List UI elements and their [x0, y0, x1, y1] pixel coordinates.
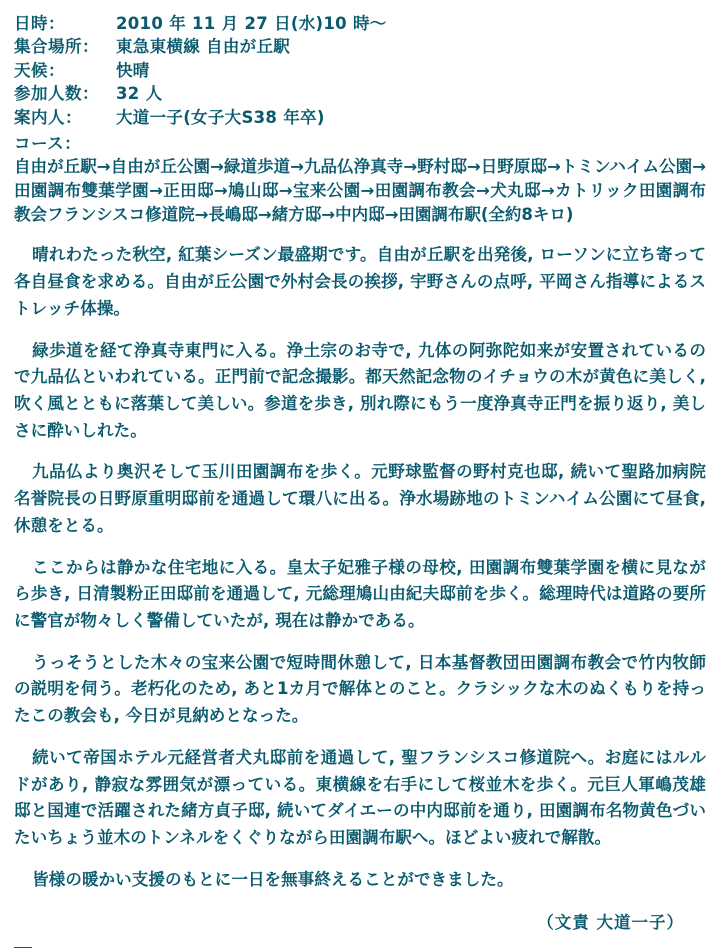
- body-paragraph-4: ここからは静かな住宅地に入る。皇太子妃雅子様の母校, 田園調布雙葉学園を横に見ながら歩き, 日清製粉正田邸前を通過して, 元総理鳩山由紀夫邸前を歩く。総理時代は道路の要所に警官が物々しく警備していたが, 現在は静かである。: [14, 557, 706, 630]
- meta-value-weather: 快晴: [116, 60, 150, 80]
- meta-label-meeting-place: 集合場所：: [14, 37, 99, 57]
- body-paragraph-1: 晴れわたった秋空, 紅葉シーズン最盛期です。自由が丘駅を出発後, ローソンに立ち寄って各自昼食を求める。自由が丘公園で外村会長の挨拶, 宇野さんの点呼, 平岡さん指導によるストレッチ体操。: [14, 245, 706, 318]
- meta-value-guide: 大道一子(女子大S38 年卒): [116, 107, 325, 127]
- meta-value-participants: 32 人: [116, 84, 163, 104]
- report-header: [14, 12, 706, 129]
- meta-row-guide: [14, 106, 706, 129]
- author-signature: （文責 大道一子）: [537, 913, 684, 933]
- meta-value-meeting-place: 東急東横線 自由が丘駅: [116, 37, 291, 57]
- meta-label-guide: 案内人：: [14, 107, 82, 127]
- body-paragraph-7: 皆様の暖かい支援のもとに一日を無事終えることができました。: [32, 869, 514, 889]
- body-paragraph-3: 九品仏より奥沢そして玉川田園調布を歩く。元野球監督の野村克也邸, 続いて聖路加病院名誉院長の日野原重明邸前を通過して環八に出る。浄水場跡地のトミンハイム公園にて昼食, 休憩をとる。: [14, 462, 706, 535]
- course-label: コース：: [14, 134, 82, 154]
- body-paragraph-5: うっそうとした木々の宝来公園で短時間休憩して, 日本基督教団田園調布教会で竹内牧師の説明を伺う。老朽化のため, あと1カ月で解体とのこと。クラシックな木のぬくもりを持ったこの教会も, 今日が見納めとなった。: [14, 652, 706, 726]
- body-paragraph-6: 続いて帝国ホテル元経営者犬丸邸前を通過して, 聖フランシスコ修道院へ。お庭にはルルドがあり, 静寂な雰囲気が漂っている。東横線を右手にして桜並木を歩く。元巨人軍嶋茂雄邸と国連で活躍された緒方貞子邸, 続いてダイエーの中内邸前を通り, 田園調布名物黄色づいたいちょう並木のトンネルをくぐりながら田園調布駅へ。ほどよい疲れで解散。: [14, 747, 706, 847]
- meta-row-participants: [14, 82, 706, 105]
- meta-label-participants: 参加人数：: [14, 84, 99, 104]
- meta-row-meeting-place: [14, 35, 706, 58]
- meta-row-datetime: [14, 12, 706, 35]
- course-text: 自由が丘駅→自由が丘公園→緑道歩道→九品仏浄真寺→野村邸→日野原邸→トミンハイム公園→田園調布雙葉学園→正田邸→鳩山邸→宝来公園→田園調布教会→犬丸邸→カトリック田園調布教会フランシスコ修道院→長嶋邸→緒方邸→中内邸→田園調布駅(全約8キロ): [14, 157, 706, 225]
- meta-label-weather: 天候：: [14, 60, 65, 80]
- meta-value-datetime: 2010 年 11 月 27 日(水)10 時～: [116, 14, 387, 33]
- meta-row-weather: [14, 59, 706, 82]
- meta-label-datetime: 日時：: [14, 14, 65, 33]
- body-paragraph-2: 緑歩道を経て浄真寺東門に入る。浄土宗のお寺で, 九体の阿弥陀如来が安置されているので九品仏といわれている。正門前で記念撮影。都天然記念物のイチョウの木が黄色に美しく, 吹く風とともに落葉して美しい。参道を歩き, 別れ際にもう一度浄真寺正門を振り返り, 美しさに酔いしれた。: [14, 340, 706, 440]
